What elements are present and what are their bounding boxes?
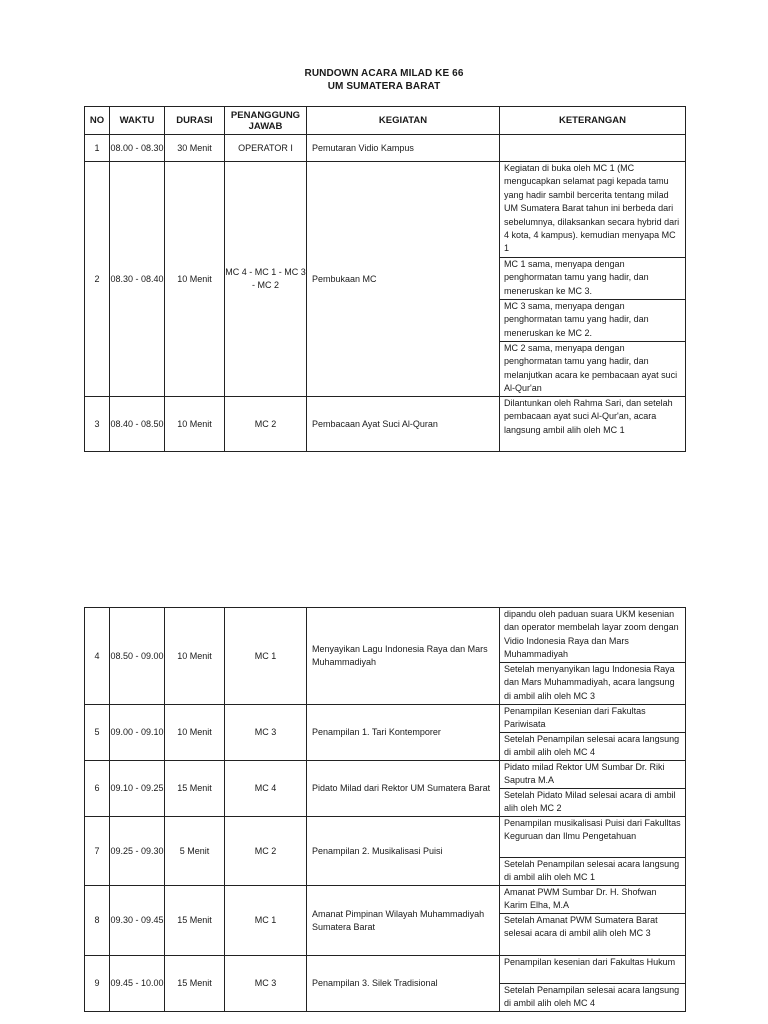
- row-durasi: 15 Menit: [165, 956, 225, 1012]
- row-keterangan: dipandu oleh paduan suara UKM kesenian dan operator membelah layar zoom dengan Vidio Indonesia Raya dan Mars Muhammadiyah: [500, 608, 686, 663]
- row-keterangan: Setelah Penampilan selesai acara langsung di ambil alih oleh MC 1: [500, 858, 686, 886]
- document-subtitle: UM SUMATERA BARAT: [327, 81, 441, 92]
- table-row: [85, 761, 686, 789]
- row-keterangan: Penampilan Kesenian dari Fakultas Pariwisata: [500, 705, 686, 733]
- header-keterangan: KETERANGAN: [500, 107, 686, 135]
- row-kegiatan: Amanat Pimpinan Wilayah Muhammadiyah Sumatera Barat: [307, 886, 500, 956]
- rundown-table-page-1: [84, 106, 686, 452]
- row-waktu: 09.30 - 09.45: [110, 886, 165, 956]
- row-keterangan: Setelah Penampilan selesai acara langsung di ambil alih oleh MC 4: [500, 733, 686, 761]
- table-header-row: [85, 107, 686, 135]
- header-durasi: DURASI: [165, 107, 225, 135]
- document-title: RUNDOWN ACARA MILAD KE 66: [304, 68, 464, 79]
- header-no: NO: [85, 107, 110, 135]
- row-no: 5: [85, 705, 110, 761]
- row-durasi: 5 Menit: [165, 817, 225, 886]
- row-penanggung-jawab: MC 1: [225, 886, 307, 956]
- row-penanggung-jawab: MC 2: [225, 817, 307, 886]
- table-row: [85, 397, 686, 452]
- row-durasi: 10 Menit: [165, 397, 225, 452]
- row-penanggung-jawab: OPERATOR I: [225, 135, 307, 162]
- row-no: 3: [85, 397, 110, 452]
- row-keterangan: Pidato milad Rektor UM Sumbar Dr. Riki Saputra M.A: [500, 761, 686, 789]
- row-keterangan: Setelah menyanyikan lagu Indonesia Raya dan Mars Muhammadiyah, acara langsung di ambil alih oleh MC 3: [500, 663, 686, 705]
- row-no: 2: [85, 162, 110, 397]
- row-penanggung-jawab: MC 2: [225, 397, 307, 452]
- row-durasi: 10 Menit: [165, 162, 225, 397]
- table-row: [85, 162, 686, 258]
- row-no: 8: [85, 886, 110, 956]
- row-durasi: 15 Menit: [165, 761, 225, 817]
- row-durasi: 10 Menit: [165, 608, 225, 705]
- row-waktu: 09.00 - 09.10: [110, 705, 165, 761]
- row-kegiatan: Pembacaan Ayat Suci Al-Quran: [307, 397, 500, 452]
- header-kegiatan: KEGIATAN: [307, 107, 500, 135]
- table-row: [85, 608, 686, 663]
- row-kegiatan: Penampilan 3. Silek Tradisional: [307, 956, 500, 1012]
- row-waktu: 09.25 - 09.30: [110, 817, 165, 886]
- row-waktu: 08.00 - 08.30: [110, 135, 165, 162]
- row-keterangan: Setelah Amanat PWM Sumatera Barat selesai acara di ambil alih oleh MC 3: [500, 914, 686, 956]
- row-kegiatan: Menyayikan Lagu Indonesia Raya dan Mars Muhammadiyah: [307, 608, 500, 705]
- row-no: 1: [85, 135, 110, 162]
- row-durasi: 10 Menit: [165, 705, 225, 761]
- row-no: 7: [85, 817, 110, 886]
- row-kegiatan: Pembukaan MC: [307, 162, 500, 397]
- row-durasi: 30 Menit: [165, 135, 225, 162]
- header-penanggung-jawab: PENANGGUNG JAWAB: [225, 107, 307, 135]
- table-row: [85, 705, 686, 733]
- row-no: 4: [85, 608, 110, 705]
- table-row: [85, 135, 686, 162]
- row-keterangan: Amanat PWM Sumbar Dr. H. Shofwan Karim Elha, M.A: [500, 886, 686, 914]
- row-penanggung-jawab: MC 3: [225, 705, 307, 761]
- header-waktu: WAKTU: [110, 107, 165, 135]
- row-penanggung-jawab: MC 4 - MC 1 - MC 3 - MC 2: [225, 162, 307, 397]
- row-durasi: 15 Menit: [165, 886, 225, 956]
- row-kegiatan: Pemutaran Vidio Kampus: [307, 135, 500, 162]
- row-kegiatan: Penampilan 2. Musikalisasi Puisi: [307, 817, 500, 886]
- row-keterangan: MC 3 sama, menyapa dengan penghormatan tamu yang hadir, dan meneruskan ke MC 2.: [500, 300, 686, 342]
- row-keterangan: Kegiatan di buka oleh MC 1 (MC mengucapkan selamat pagi kepada tamu yang hadir sambil bercerita tentang milad UM Sumatera Barat tahun ini berbeda dari sebelumnya, dilaksankan secara hybrid dari 4 kota, 4 kampus). kemudian menyapa MC 1: [500, 162, 686, 258]
- row-waktu: 09.45 - 10.00: [110, 956, 165, 1012]
- table-row: [85, 886, 686, 914]
- row-waktu: 08.30 - 08.40: [110, 162, 165, 397]
- row-no: 9: [85, 956, 110, 1012]
- rundown-table-page-2: [84, 607, 686, 1012]
- row-keterangan: [500, 135, 686, 162]
- row-keterangan: Dilantunkan oleh Rahma Sari, dan setelah pembacaan ayat suci Al-Qur'an, acara langsung ambil alih oleh MC 1: [500, 397, 686, 452]
- row-keterangan: MC 2 sama, menyapa dengan penghormatan tamu yang hadir, dan melanjutkan acara ke pembacaan ayat suci Al-Qur'an: [500, 342, 686, 397]
- row-waktu: 08.50 - 09.00: [110, 608, 165, 705]
- row-keterangan: Setelah Penampilan selesai acara langsung di ambil alih oleh MC 4: [500, 984, 686, 1012]
- table-row: [85, 817, 686, 858]
- row-penanggung-jawab: MC 4: [225, 761, 307, 817]
- row-keterangan: Penampilan musikalisasi Puisi dari Fakulltas Keguruan dan Ilmu Pengetahuan: [500, 817, 686, 858]
- row-keterangan: Penampilan kesenian dari Fakultas Hukum: [500, 956, 686, 984]
- row-keterangan: MC 1 sama, menyapa dengan penghormatan tamu yang hadir, dan meneruskan ke MC 3.: [500, 258, 686, 300]
- row-waktu: 08.40 - 08.50: [110, 397, 165, 452]
- row-keterangan: Setelah Pidato Milad selesai acara di ambil alih oleh MC 2: [500, 789, 686, 817]
- row-kegiatan: Penampilan 1. Tari Kontemporer: [307, 705, 500, 761]
- row-kegiatan: Pidato Milad dari Rektor UM Sumatera Barat: [307, 761, 500, 817]
- table-row: [85, 956, 686, 984]
- row-penanggung-jawab: MC 1: [225, 608, 307, 705]
- row-no: 6: [85, 761, 110, 817]
- row-penanggung-jawab: MC 3: [225, 956, 307, 1012]
- row-waktu: 09.10 - 09.25: [110, 761, 165, 817]
